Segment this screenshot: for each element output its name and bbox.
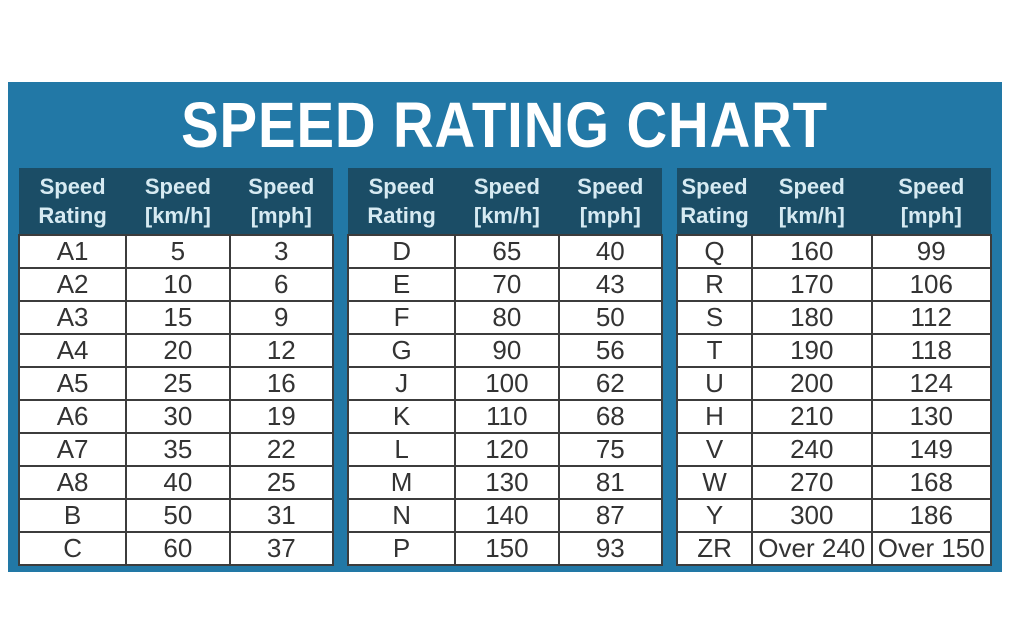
table-row xyxy=(677,466,991,499)
table-row xyxy=(19,400,333,433)
table-cell: A1 xyxy=(19,235,126,268)
table-cell: A2 xyxy=(19,268,126,301)
table-cell: D xyxy=(348,235,455,268)
column-header-line2: [mph] xyxy=(900,203,962,228)
column-header-line2: [km/h] xyxy=(473,203,540,228)
table-cell: 124 xyxy=(872,367,991,400)
table-cell: P xyxy=(348,532,455,565)
table-cell: 5 xyxy=(126,235,229,268)
table-cell: A5 xyxy=(19,367,126,400)
table-cell: Over 240 xyxy=(752,532,871,565)
table-cell: 9 xyxy=(230,301,333,334)
column-header-line2: Rating xyxy=(367,203,436,228)
table-row xyxy=(348,301,662,334)
table-cell: 50 xyxy=(126,499,229,532)
table-row xyxy=(348,433,662,466)
table-cell: 70 xyxy=(455,268,558,301)
table-row xyxy=(19,268,333,301)
table-cell: 140 xyxy=(455,499,558,532)
table-cell: 81 xyxy=(559,466,662,499)
table-cell: 25 xyxy=(126,367,229,400)
table-body xyxy=(677,235,991,565)
table-row xyxy=(348,268,662,301)
table-row xyxy=(19,235,333,268)
table-cell: 3 xyxy=(230,235,333,268)
table-body xyxy=(348,235,662,565)
table-cell: 35 xyxy=(126,433,229,466)
table-cell: Over 150 xyxy=(872,532,991,565)
table-row xyxy=(348,334,662,367)
column-header-line1: Speed xyxy=(898,174,965,199)
column-header-line2: [km/h] xyxy=(778,203,845,228)
table-row xyxy=(19,334,333,367)
column-header-line1: Speed xyxy=(368,174,435,199)
table-cell: 160 xyxy=(752,235,871,268)
table-cell: 62 xyxy=(559,367,662,400)
table-cell: 106 xyxy=(872,268,991,301)
table-cell: K xyxy=(348,400,455,433)
table-cell: S xyxy=(677,301,752,334)
table-cell: 16 xyxy=(230,367,333,400)
column-header xyxy=(752,168,871,235)
table-cell: 149 xyxy=(872,433,991,466)
table-row xyxy=(348,367,662,400)
table-header xyxy=(348,168,662,235)
table-cell: 10 xyxy=(126,268,229,301)
column-header xyxy=(677,168,752,235)
table-row xyxy=(677,499,991,532)
table-cell: 100 xyxy=(455,367,558,400)
column-header-line1: Speed xyxy=(681,174,748,199)
table-cell: 15 xyxy=(126,301,229,334)
title-band xyxy=(8,82,1002,168)
table-cell: 43 xyxy=(559,268,662,301)
table-row xyxy=(348,400,662,433)
table-cell: H xyxy=(677,400,752,433)
table-row xyxy=(19,499,333,532)
table-cell: 300 xyxy=(752,499,871,532)
table-cell: Y xyxy=(677,499,752,532)
column-header-line1: Speed xyxy=(778,174,845,199)
table-cell: J xyxy=(348,367,455,400)
table-cell: 31 xyxy=(230,499,333,532)
table-row xyxy=(677,268,991,301)
table-cell: B xyxy=(19,499,126,532)
tables-row xyxy=(8,168,1002,566)
table-cell: 110 xyxy=(455,400,558,433)
table-cell: 37 xyxy=(230,532,333,565)
chart-title: SPEED RATING CHART xyxy=(181,89,829,161)
column-header-line1: Speed xyxy=(473,174,540,199)
table-row xyxy=(677,532,991,565)
column-header-line2: [km/h] xyxy=(144,203,211,228)
table-cell: 240 xyxy=(752,433,871,466)
table-cell: 40 xyxy=(126,466,229,499)
table-cell: M xyxy=(348,466,455,499)
table-cell: C xyxy=(19,532,126,565)
speed-rating-table-2 xyxy=(347,168,663,566)
table-body xyxy=(19,235,333,565)
table-row xyxy=(348,499,662,532)
table-cell: 112 xyxy=(872,301,991,334)
table-row xyxy=(348,466,662,499)
column-header-line2: [mph] xyxy=(579,203,641,228)
table-row xyxy=(677,301,991,334)
table-cell: 25 xyxy=(230,466,333,499)
table-row xyxy=(19,532,333,565)
table-cell: 30 xyxy=(126,400,229,433)
table-cell: A6 xyxy=(19,400,126,433)
table-cell: A7 xyxy=(19,433,126,466)
table-cell: 6 xyxy=(230,268,333,301)
table-header xyxy=(19,168,333,235)
table-cell: 12 xyxy=(230,334,333,367)
table-row xyxy=(348,532,662,565)
table-cell: 56 xyxy=(559,334,662,367)
table-cell: 65 xyxy=(455,235,558,268)
table-cell: A3 xyxy=(19,301,126,334)
table-cell: A4 xyxy=(19,334,126,367)
table-cell: W xyxy=(677,466,752,499)
table-row xyxy=(348,235,662,268)
header-row xyxy=(348,168,662,235)
table-cell: E xyxy=(348,268,455,301)
table-row xyxy=(19,301,333,334)
table-cell: 99 xyxy=(872,235,991,268)
table-cell: 168 xyxy=(872,466,991,499)
table-row xyxy=(19,433,333,466)
speed-rating-table-3 xyxy=(676,168,992,566)
table-cell: 200 xyxy=(752,367,871,400)
table-cell: 75 xyxy=(559,433,662,466)
column-header xyxy=(559,168,662,235)
table-cell: L xyxy=(348,433,455,466)
table-cell: 20 xyxy=(126,334,229,367)
column-header xyxy=(19,168,126,235)
table-cell: 270 xyxy=(752,466,871,499)
table-cell: 93 xyxy=(559,532,662,565)
table-cell: T xyxy=(677,334,752,367)
speed-rating-chart-panel xyxy=(8,82,1002,572)
column-header-line1: Speed xyxy=(248,174,315,199)
table-cell: 150 xyxy=(455,532,558,565)
table-row xyxy=(19,466,333,499)
table-cell: 68 xyxy=(559,400,662,433)
table-cell: 60 xyxy=(126,532,229,565)
table-header xyxy=(677,168,991,235)
column-header-line2: Rating xyxy=(38,203,107,228)
table-row xyxy=(677,235,991,268)
table-cell: V xyxy=(677,433,752,466)
table-cell: U xyxy=(677,367,752,400)
table-cell: 130 xyxy=(872,400,991,433)
table-cell: 130 xyxy=(455,466,558,499)
table-cell: 186 xyxy=(872,499,991,532)
column-header-line2: [mph] xyxy=(250,203,312,228)
table-cell: A8 xyxy=(19,466,126,499)
table-row xyxy=(677,433,991,466)
table-cell: 87 xyxy=(559,499,662,532)
table-cell: 90 xyxy=(455,334,558,367)
table-cell: N xyxy=(348,499,455,532)
table-row xyxy=(677,367,991,400)
column-header xyxy=(348,168,455,235)
table-cell: 40 xyxy=(559,235,662,268)
table-row xyxy=(19,367,333,400)
table-cell: 118 xyxy=(872,334,991,367)
column-header-line1: Speed xyxy=(144,174,211,199)
header-row xyxy=(677,168,991,235)
column-header xyxy=(230,168,333,235)
header-row xyxy=(19,168,333,235)
table-cell: F xyxy=(348,301,455,334)
table-cell: 170 xyxy=(752,268,871,301)
column-header-line1: Speed xyxy=(577,174,644,199)
table-cell: 50 xyxy=(559,301,662,334)
table-cell: 19 xyxy=(230,400,333,433)
table-cell: 80 xyxy=(455,301,558,334)
table-cell: 180 xyxy=(752,301,871,334)
column-header xyxy=(872,168,991,235)
table-cell: Q xyxy=(677,235,752,268)
column-header xyxy=(455,168,558,235)
table-cell: ZR xyxy=(677,532,752,565)
column-header-line1: Speed xyxy=(39,174,106,199)
table-cell: 210 xyxy=(752,400,871,433)
table-cell: 22 xyxy=(230,433,333,466)
table-cell: 190 xyxy=(752,334,871,367)
table-cell: G xyxy=(348,334,455,367)
column-header xyxy=(126,168,229,235)
table-cell: R xyxy=(677,268,752,301)
column-header-line2: Rating xyxy=(680,203,749,228)
table-row xyxy=(677,400,991,433)
table-row xyxy=(677,334,991,367)
table-cell: 120 xyxy=(455,433,558,466)
speed-rating-table-1 xyxy=(18,168,334,566)
